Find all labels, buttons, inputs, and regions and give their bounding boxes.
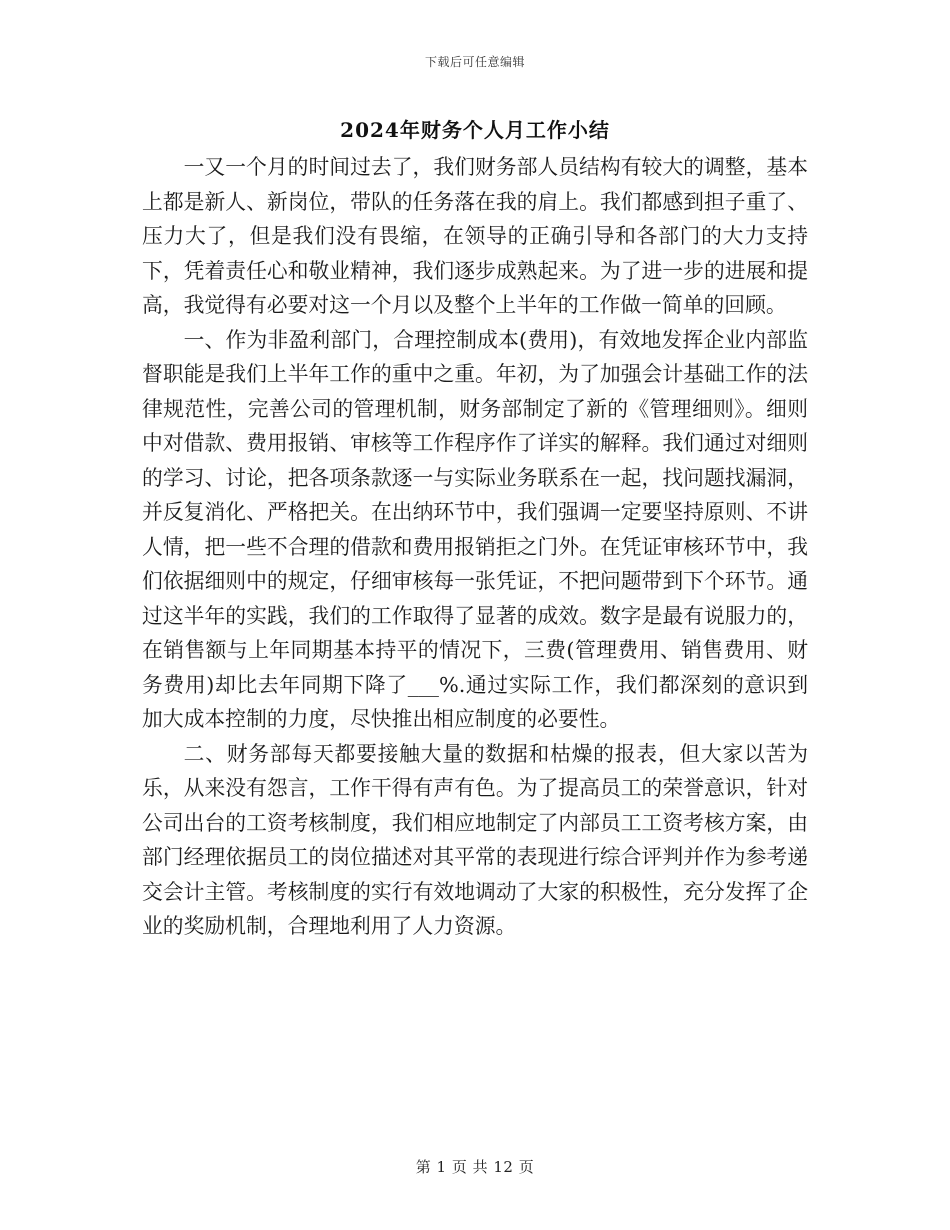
document-title: 2024年财务个人月工作小结 bbox=[340, 118, 610, 142]
page-number: 第 1 页 共 12 页 bbox=[415, 1158, 535, 1176]
header-note: 下载后可任意编辑 bbox=[424, 55, 525, 69]
paragraph-section-two: 二、财务部每天都要接触大量的数据和枯燥的报表，但大家以苦为乐，从来没有怨言，工作干得有声有色。为了提高员工的荣誉意识，针对公司出台的工资考核制度，我们相应地制定了内部员工工资考核方案，由部门经理依据员工的岗位描述对其平常的表现进行综合评判并作为参考递交会计主管。考核制度的实行有效地调动了大家的积极性，充分发挥了企业的奖励机制，合理地利用了人力资源。 bbox=[142, 741, 808, 938]
paragraph-section-one: 一、作为非盈利部门，合理控制成本(费用)，有效地发挥企业内部监督职能是我们上半年工作的重中之重。年初，为了加强会计基础工作的法律规范性，完善公司的管理机制，财务部制定了新的《管理细则》。细则中对借款、费用报销、审核等工作程序作了详实的解释。我们通过对细则的学习、讨论，把各项条款逐一与实际业务联系在一起，找问题找漏洞，并反复消化、严格把关。在出纳环节中，我们强调一定要坚持原则、不讲人情，把一些不合理的借款和费用报销拒之门外。在凭证审核环节中，我们依据细则中的规定，仔细审核每一张凭证，不把问题带到下个环节。通过这半年的实践，我们的工作取得了显著的成效。数字是最有说服力的，在销售额与上年同期基本持平的情况下，三费(管理费用、销售费用、财务费用)却比去年同期下降了___%.通过实际工作，我们都深刻的意识到加大成本控制的力度，尽快推出相应制度的必要性。 bbox=[142, 327, 808, 731]
paragraph-intro: 一又一个月的时间过去了，我们财务部人员结构有较大的调整，基本上都是新人、新岗位，带队的任务落在我的肩上。我们都感到担子重了、压力大了，但是我们没有畏缩，在领导的正确引导和各部门的大力支持下，凭着责任心和敬业精神，我们逐步成熟起来。为了进一步的进展和提高，我觉得有必要对这一个月以及整个上半年的工作做一简单的回顾。 bbox=[142, 155, 808, 317]
document-body bbox=[142, 150, 808, 944]
